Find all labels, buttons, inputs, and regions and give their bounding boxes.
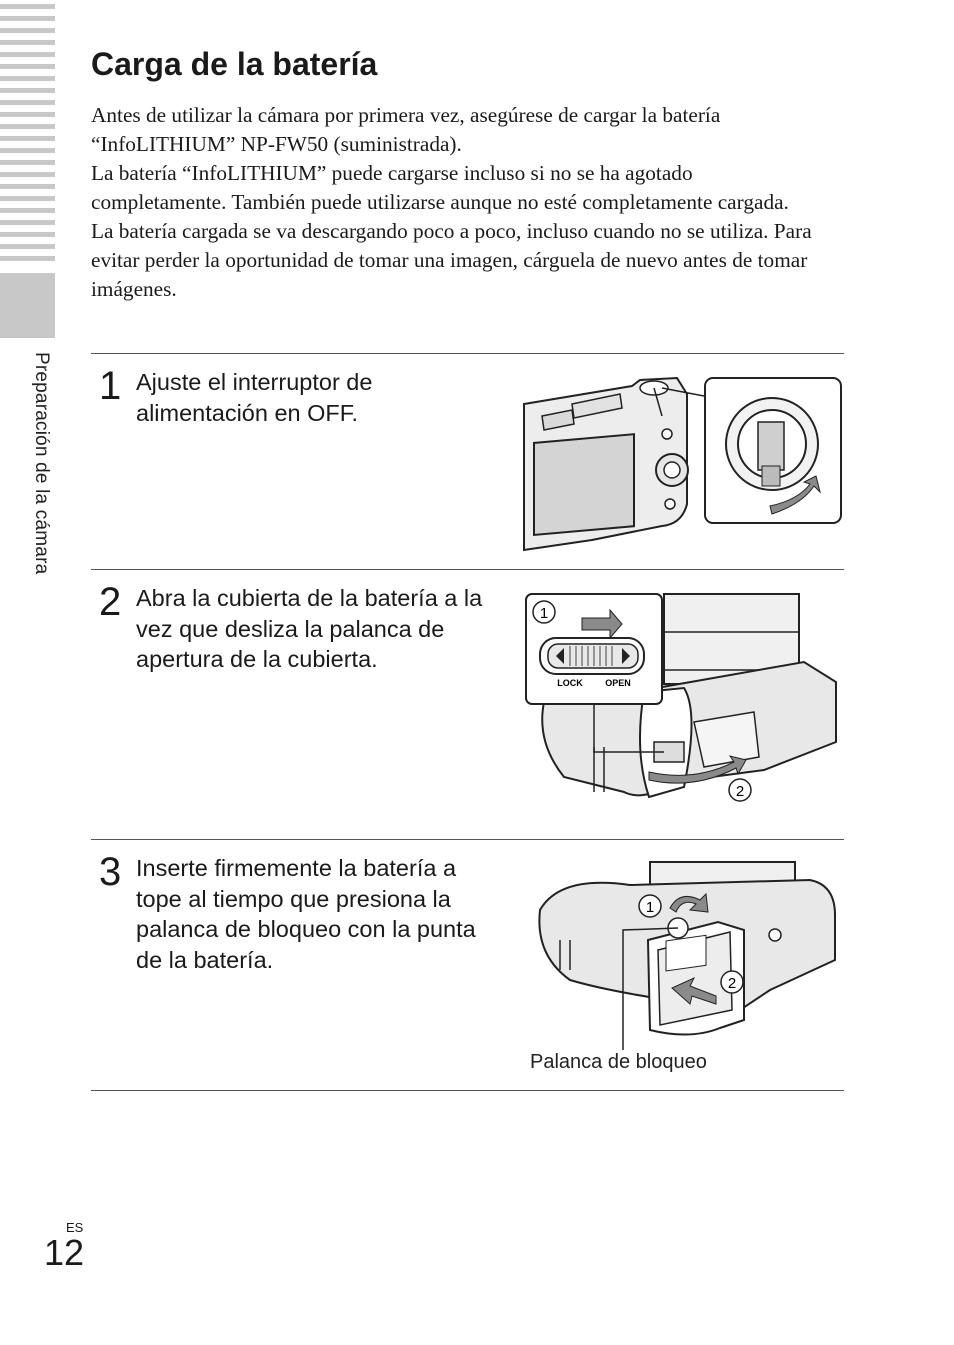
section-tab-label: Preparación de la cámara bbox=[31, 352, 52, 575]
open-label: OPEN bbox=[605, 678, 631, 688]
intro-text bbox=[91, 101, 831, 304]
page-number: 12 bbox=[44, 1232, 85, 1273]
divider bbox=[91, 353, 844, 354]
divider bbox=[91, 569, 844, 570]
camera-power-switch-illustration bbox=[522, 374, 844, 554]
figure-marker: 2 bbox=[727, 975, 737, 992]
figure-marker: 1 bbox=[645, 899, 655, 916]
step-number: 1 bbox=[99, 364, 122, 408]
step-number: 2 bbox=[99, 580, 122, 624]
figure-marker: 2 bbox=[735, 783, 745, 800]
side-index-block bbox=[0, 273, 55, 338]
figure-marker: 1 bbox=[539, 605, 549, 622]
battery-insert-illustration bbox=[530, 860, 840, 1050]
page-title: Carga de la batería bbox=[91, 46, 378, 82]
intro-paragraph: La batería cargada se va descargando poco a poco, incluso cuando no se utiliza. Para evitar perder la oportunidad de tomar una imagen, cárguela de nuevo antes de tomar imágenes. bbox=[91, 219, 812, 301]
page-language: ES bbox=[66, 1220, 84, 1235]
step-text: Abra la cubierta de la batería a la vez que desliza la palanca de apertura de la cubierta. bbox=[136, 585, 483, 672]
side-index-stripes bbox=[0, 0, 55, 268]
intro-paragraph: La batería “InfoLITHIUM” puede cargarse incluso si no se ha agotado completamente. También puede utilizarse aunque no esté completamente cargada. bbox=[91, 161, 789, 214]
step-number: 3 bbox=[99, 850, 122, 894]
divider bbox=[91, 839, 844, 840]
intro-paragraph: Antes de utilizar la cámara por primera vez, asegúrese de cargar la batería “InfoLITHIUM” NP-FW50 (suministrada). bbox=[91, 103, 721, 156]
step-text: Ajuste el interruptor de alimentación en OFF. bbox=[136, 369, 373, 426]
divider bbox=[91, 1090, 844, 1091]
figure-caption: Palanca de bloqueo bbox=[530, 1051, 707, 1073]
step-text: Inserte firmemente la batería a tope al tiempo que presiona la palanca de bloqueo con la punta de la batería. bbox=[136, 855, 476, 973]
lock-label: LOCK bbox=[557, 678, 583, 688]
battery-cover-illustration bbox=[524, 592, 842, 807]
